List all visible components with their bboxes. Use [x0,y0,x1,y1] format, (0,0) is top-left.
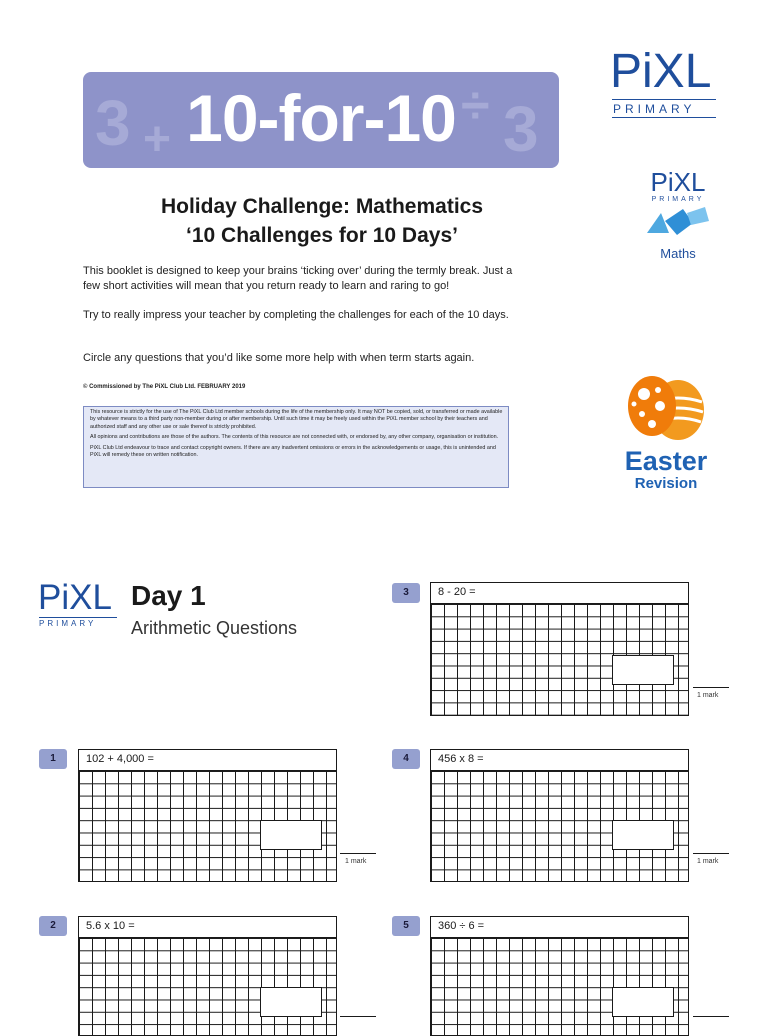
question-number-badge: 2 [39,916,67,936]
logo-brand: PiXL [38,578,112,617]
title-banner [83,72,559,168]
pixl-day-logo [38,580,118,632]
pixl-primary-logo [610,45,720,123]
intro-paragraph: Try to really impress your teacher by completing the challenges for each of the 10 days. [83,309,509,321]
question-text: 5.6 x 10 = [86,920,135,932]
pixl-maths-logo [632,168,724,270]
question-answer-box[interactable] [430,916,689,1036]
question-number-badge: 5 [392,916,420,936]
heading-line: Holiday Challenge: Mathematics [160,195,484,218]
question-number-badge: 1 [39,749,67,769]
logo-sub: PRIMARY [613,102,696,116]
question-text: 360 ÷ 6 = [438,920,485,932]
mark-line [693,687,729,688]
doodle-three-icon: 3 [95,87,131,159]
mark-label: 1 mark [697,692,719,699]
mark-line [340,1016,376,1017]
page-heading [100,192,544,250]
question-text: 456 x 8 = [438,753,484,765]
intro-paragraph: Circle any questions that you’d like some more help with when term starts again. [83,352,475,364]
usage-notice [83,406,509,488]
doodle-three-icon: 3 [503,93,539,165]
logo-sub: PRIMARY [39,619,97,628]
easter-subtitle: Revision [634,475,698,492]
logo-brand: PiXL [650,167,706,197]
mark-label: 1 mark [345,858,367,865]
notice-paragraph: PiXL Club Ltd endeavour to trace and contact copyright owners. If there are any inadvertent omissions or errors in the acknowledgements or usage, this is unintended and PiXL will remedy these on written notification. [90,444,496,459]
copyright-line: © Commissioned by The PiXL Club Ltd. FEBRUARY 2019 [83,384,246,390]
logo-sub: PRIMARY [651,196,705,203]
logo-rule [612,117,716,118]
intro-paragraph: This booklet is designed to keep your brains ‘ticking over’ during the termly break. Just a few short activities will mean that you return ready to learn and raring to go! [83,265,513,292]
banner-title: 10-for-10 [186,81,456,155]
notice-paragraph: All opinions and contributions are those of the authors. The contents of this resource are not connected with, or endorsed by, any other company, organisation or institution. [90,434,499,441]
answer-field[interactable] [612,655,674,685]
answer-field[interactable] [260,820,322,850]
question-text: 102 + 4,000 = [86,753,154,765]
working-grid[interactable] [431,937,688,1035]
day-title: Day 1 [131,580,206,611]
logo-brand: PiXL [610,45,712,98]
working-grid[interactable] [79,937,336,1035]
doodle-divide-icon: ÷ [461,77,490,135]
mark-line [693,853,729,854]
mark-line [693,1016,729,1017]
maths-shapes-icon [643,203,713,239]
question-number-badge: 4 [392,749,420,769]
question-answer-box[interactable] [430,582,689,716]
answer-field[interactable] [612,820,674,850]
mark-line [340,853,376,854]
logo-rule [612,99,716,100]
easter-revision-badge [616,372,716,496]
doodle-plus-icon: + [143,113,172,166]
easter-eggs-icon [622,372,710,440]
maths-label: Maths [660,246,696,261]
question-text: 8 - 20 = [438,586,476,598]
logo-rule [39,617,117,618]
question-answer-box[interactable] [78,916,337,1036]
question-number-badge: 3 [392,583,420,603]
notice-paragraph: This resource is strictly for the use of The PiXL Club Ltd member schools during the life of the membership only. It may NOT be copied, sold, or transferred or made available by whatever means to a third party non-member during or after membership. Until such time it may be freely used within the PiXL member school by their teachers and authorized staff and any other use or sale thereof is strictly prohibited. [90,409,503,430]
easter-title: Easter [624,446,708,476]
question-answer-box[interactable] [78,749,337,882]
question-answer-box[interactable] [430,749,689,882]
mark-label: 1 mark [697,858,719,865]
day-subtitle: Arithmetic Questions [131,618,298,638]
answer-field[interactable] [260,987,322,1017]
heading-line: ‘10 Challenges for 10 Days’ [186,224,458,247]
answer-field[interactable] [612,987,674,1017]
